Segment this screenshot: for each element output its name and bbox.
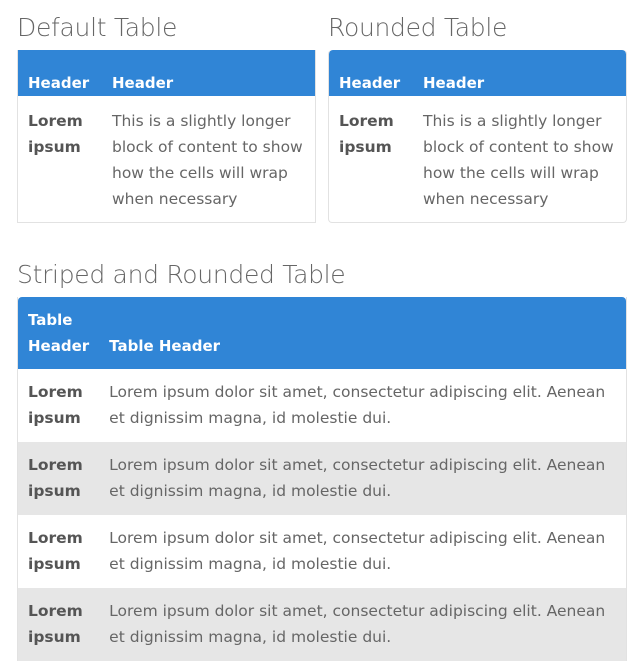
table-row bbox=[18, 442, 626, 515]
row-content-cell: This is a slightly longer block of content to show how the cells will wrap when necessary bbox=[423, 112, 614, 208]
default-table-title: Default Table bbox=[17, 13, 178, 42]
table-header-row bbox=[18, 297, 626, 369]
rounded-table-title: Rounded Table bbox=[328, 13, 508, 42]
row-content-cell: Lorem ipsum dolor sit amet, consectetur adipiscing elit. Aenean et dignissim magna, id molestie dui. bbox=[109, 529, 606, 573]
table-header-cell: Table Header bbox=[99, 297, 626, 369]
default-table bbox=[17, 50, 316, 223]
table-header-cell: Header bbox=[18, 50, 102, 96]
row-content-cell: Lorem ipsum dolor sit amet, consectetur adipiscing elit. Aenean et dignissim magna, id molestie dui. bbox=[99, 588, 626, 661]
row-header-cell: Lorem ipsum bbox=[18, 588, 99, 661]
row-content-cell: This is a slightly longer block of content to show how the cells will wrap when necessary bbox=[112, 112, 303, 208]
striped-rounded-table bbox=[17, 297, 627, 661]
row-header-cell: Lorem ipsum bbox=[28, 383, 83, 427]
row-header-cell: Lorem ipsum bbox=[18, 442, 99, 515]
table-row bbox=[18, 515, 626, 588]
rounded-table bbox=[328, 50, 627, 223]
table-row bbox=[18, 588, 626, 661]
striped-table-title: Striped and Rounded Table bbox=[17, 260, 346, 289]
row-content-cell: Lorem ipsum dolor sit amet, consectetur adipiscing elit. Aenean et dignissim magna, id molestie dui. bbox=[109, 383, 606, 427]
table-row bbox=[18, 369, 626, 442]
table-header-cell: Header bbox=[413, 50, 626, 96]
row-header-cell: Lorem ipsum bbox=[28, 112, 83, 156]
row-header-cell: Lorem ipsum bbox=[28, 529, 83, 573]
table-row bbox=[329, 96, 626, 222]
table-row bbox=[18, 96, 315, 222]
row-header-cell: Lorem ipsum bbox=[339, 112, 394, 156]
table-header-cell: Table Header bbox=[18, 297, 99, 369]
table-header-cell: Header bbox=[329, 50, 413, 96]
row-content-cell: Lorem ipsum dolor sit amet, consectetur adipiscing elit. Aenean et dignissim magna, id molestie dui. bbox=[99, 442, 626, 515]
table-header-row bbox=[18, 50, 315, 96]
table-header-cell: Header bbox=[102, 50, 315, 96]
table-header-row bbox=[329, 50, 626, 96]
